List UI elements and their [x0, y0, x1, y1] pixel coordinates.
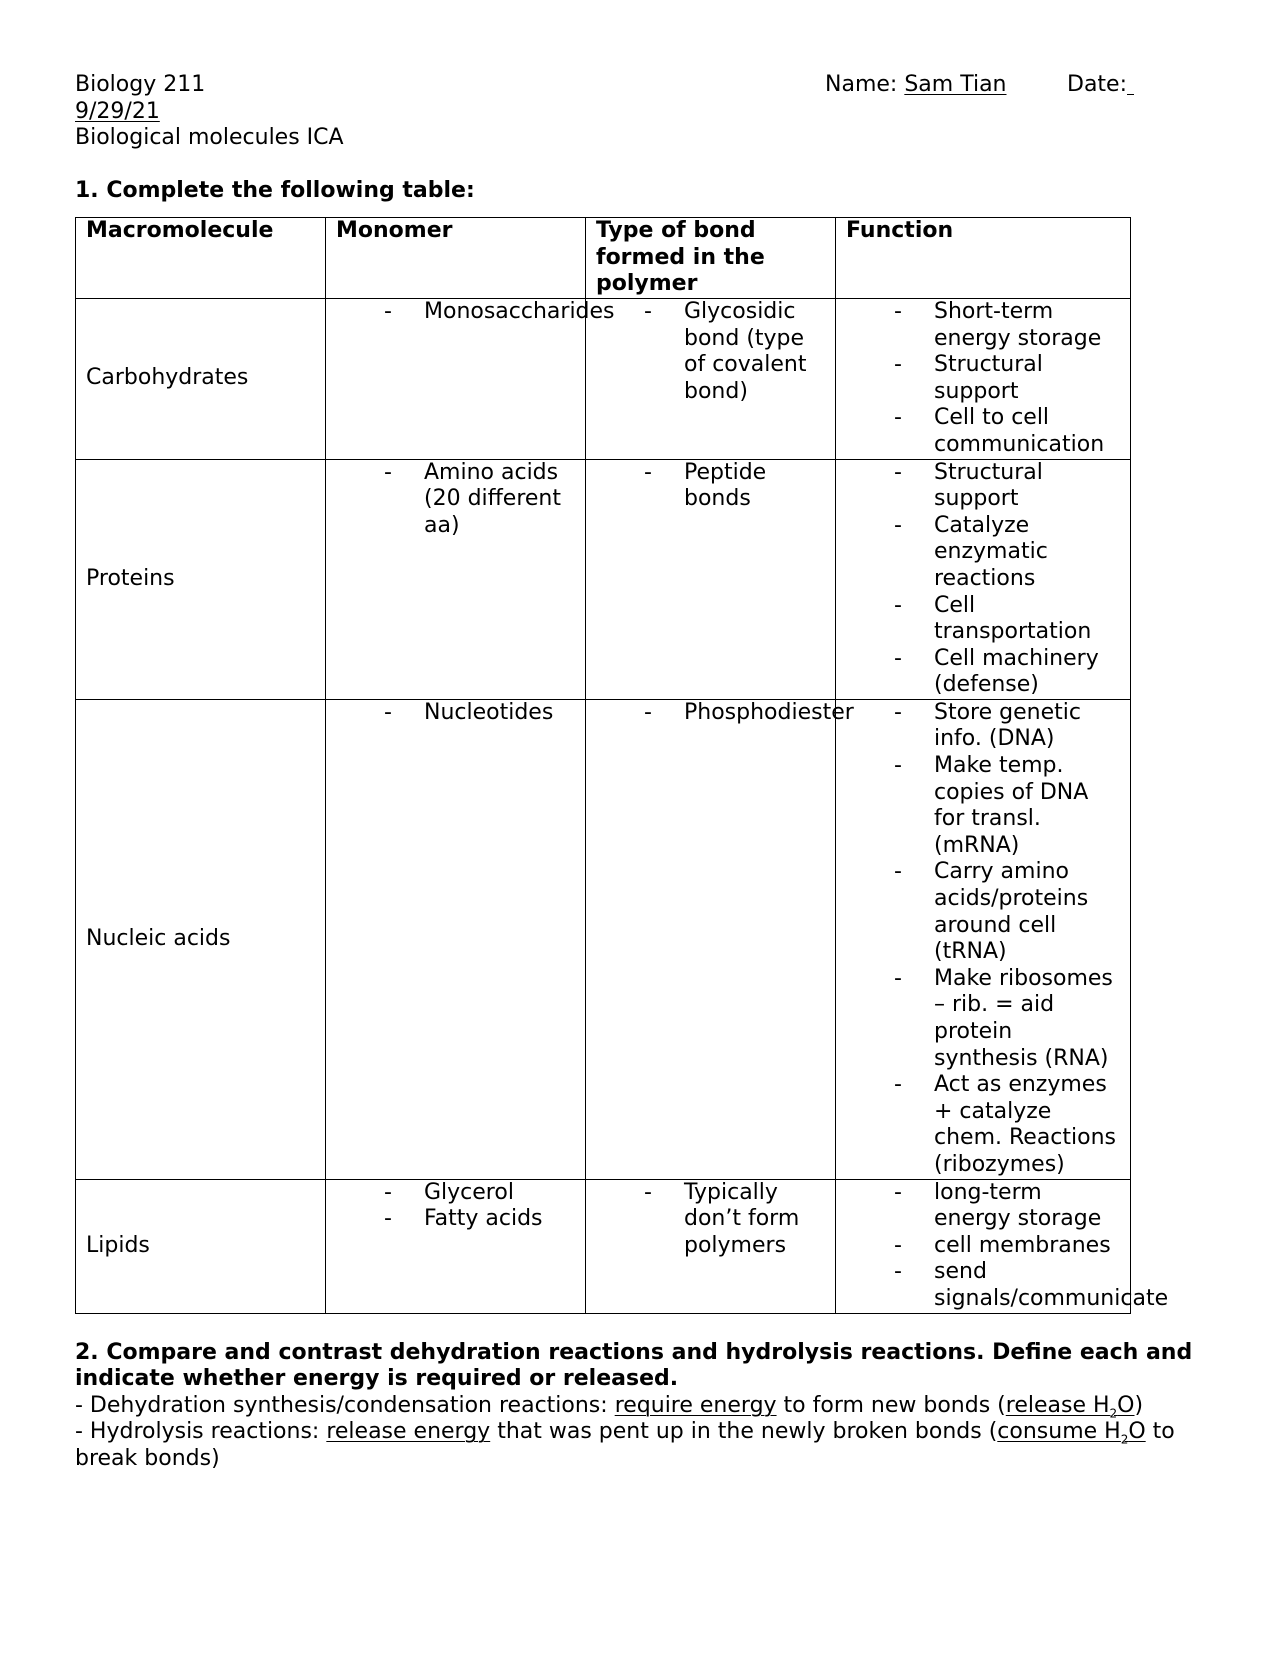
bullet-dash: -: [894, 298, 902, 324]
item-text: Structural support: [934, 352, 1043, 404]
table-row: [76, 298, 1131, 459]
bullet-dash: -: [644, 1179, 652, 1205]
table-row: [76, 1179, 1131, 1313]
list-item: [336, 1180, 577, 1207]
bullet-dash: -: [894, 1259, 902, 1285]
table-body: [76, 298, 1169, 1313]
function-cell: [836, 1179, 1169, 1313]
list-item: [336, 298, 615, 326]
monomer-cell: [326, 298, 615, 459]
course-title: Biology 211: [75, 72, 206, 97]
list-item: [596, 699, 854, 727]
bond-list: [596, 299, 827, 405]
function-cell: [836, 699, 1131, 1179]
bullet-dash: -: [644, 298, 652, 324]
item-text: Structural support: [934, 459, 1043, 512]
item-text: Peptide bonds: [684, 459, 767, 512]
item-text: Cell to cell communication: [934, 405, 1105, 457]
column-header: Macromolecule: [76, 217, 326, 298]
item-text: Phosphodiester: [684, 699, 854, 725]
bullet-dash: -: [644, 699, 652, 725]
bullet-dash: -: [384, 459, 392, 485]
item-text: cell membranes: [934, 1232, 1111, 1258]
item-text: send signals/communicate: [934, 1259, 1169, 1311]
item-text: Glycosidic bond (type of covalent bond): [684, 298, 807, 404]
list-item: [336, 700, 577, 727]
macromolecule-cell: Lipids: [76, 1179, 326, 1313]
list-item: [846, 352, 1122, 405]
monomer-list: [336, 298, 615, 326]
bullet-dash: -: [894, 753, 902, 779]
bullet-dash: -: [384, 699, 392, 725]
monomer-cell: [326, 459, 586, 699]
table-header-row: [76, 217, 1131, 298]
question-1-heading: 1. Complete the following table:: [75, 178, 475, 204]
bond-list: [596, 1180, 827, 1260]
column-header: Function: [836, 217, 1131, 298]
item-text: Make ribosomes – rib. = aid protein synthesis (RNA): [934, 965, 1113, 1071]
bullet-dash: -: [894, 1179, 902, 1205]
item-text: Cell machinery (defense): [934, 645, 1099, 698]
list-item: [846, 753, 1122, 859]
monomer-list: [336, 460, 577, 540]
list-item: [846, 966, 1122, 1072]
bullet-dash: -: [894, 352, 902, 378]
list-item: [846, 859, 1122, 965]
item-text: Short-term energy storage: [934, 298, 1102, 351]
monomer-cell: [326, 699, 586, 1179]
bullet-dash: -: [894, 699, 902, 725]
bullet-dash: -: [384, 1179, 392, 1205]
monomer-list: [336, 1180, 577, 1233]
function-cell: [836, 459, 1131, 699]
item-text: Monosaccharides: [424, 298, 615, 324]
bullet-dash: -: [894, 1072, 902, 1098]
bullet-dash: -: [384, 298, 392, 324]
list-item: [846, 1072, 1122, 1178]
dehydration-answer: - Dehydration synthesis/condensation reactions: require energy to form new bonds (release $H_2O$): [75, 1392, 1144, 1421]
list-item: [846, 593, 1122, 646]
monomer-cell: [326, 1179, 586, 1313]
function-list: [846, 1179, 1169, 1313]
bullet-dash: -: [894, 592, 902, 618]
question-2: [75, 1340, 1205, 1473]
item-text: Amino acids (20 different aa): [424, 459, 562, 538]
list-item: [596, 460, 827, 513]
date-field: [1067, 72, 1134, 99]
name-field: [825, 72, 1007, 99]
bond-cell: [586, 699, 854, 1179]
document-page: [75, 72, 1205, 1473]
column-header: Monomer: [326, 217, 586, 298]
bond-list: [596, 699, 854, 727]
list-item: [596, 1180, 827, 1260]
function-list: [846, 299, 1122, 459]
item-text: Store genetic info. (DNA): [934, 699, 1081, 752]
function-cell: [836, 298, 1131, 459]
list-item: [846, 460, 1122, 513]
function-list: [846, 700, 1122, 1179]
question-2-heading: 2. Compare and contrast dehydration reactions and hydrolysis reactions. Define each and indicate whether energy is required or released.: [75, 1339, 1193, 1392]
table-row: [76, 459, 1131, 699]
list-item: [846, 700, 1122, 753]
hydrolysis-answer: - Hydrolysis reactions: release energy that was pent up in the newly broken bonds (consume $H_2O$ to break bonds): [75, 1419, 1175, 1471]
header-line-3: [75, 125, 1205, 152]
macromolecule-table: [75, 217, 1169, 1314]
item-text: Glycerol: [424, 1179, 514, 1205]
bullet-dash: -: [894, 512, 902, 538]
item-text: Carry amino acids/proteins around cell (tRNA): [934, 859, 1089, 965]
list-item: [336, 1206, 577, 1233]
item-text: Fatty acids: [424, 1206, 543, 1232]
bullet-dash: -: [894, 405, 902, 431]
function-list: [846, 460, 1122, 699]
macromolecule-cell: Proteins: [76, 459, 326, 699]
bullet-dash: -: [644, 459, 652, 485]
list-item: [846, 513, 1122, 593]
item-text: Act as enzymes + catalyze chem. Reactions (ribozymes): [934, 1072, 1117, 1177]
assignment-subtitle: Biological molecules ICA: [75, 125, 344, 151]
bond-cell: [586, 1179, 836, 1313]
column-header: Type of bond formed in the polymer: [586, 217, 836, 298]
list-item: [846, 646, 1122, 699]
item-text: Cell transportation: [934, 592, 1092, 645]
list-item: [846, 299, 1122, 352]
bullet-dash: -: [894, 859, 902, 885]
header-line-1: [75, 72, 1205, 99]
bond-list: [596, 460, 827, 513]
bullet-dash: -: [894, 1232, 902, 1258]
name-label: Name:: [825, 72, 898, 97]
list-item: [846, 1180, 1122, 1233]
list-item: [846, 405, 1122, 458]
monomer-list: [336, 700, 577, 727]
list-item: [846, 1259, 1169, 1312]
list-item: [846, 1233, 1122, 1260]
name-value: Sam Tian: [904, 72, 1007, 97]
bullet-dash: -: [384, 1206, 392, 1232]
item-text: Typically don’t form polymers: [684, 1179, 800, 1258]
date-value: 9/29/21: [75, 98, 160, 124]
bond-cell: [586, 459, 836, 699]
macromolecule-cell: Nucleic acids: [76, 699, 326, 1179]
list-item: [336, 460, 577, 540]
list-item: [596, 299, 827, 405]
item-text: Catalyze enzymatic reactions: [934, 512, 1048, 591]
bullet-dash: -: [894, 459, 902, 485]
bullet-dash: -: [894, 645, 902, 671]
item-text: Nucleotides: [424, 699, 554, 725]
bond-cell: [586, 298, 836, 459]
date-label: Date:: [1067, 72, 1127, 97]
header-line-2: [75, 99, 1205, 126]
item-text: long-term energy storage: [934, 1179, 1102, 1232]
bullet-dash: -: [894, 965, 902, 991]
item-text: Make temp. copies of DNA for transl. (mRNA): [934, 753, 1089, 858]
macromolecule-cell: Carbohydrates: [76, 298, 326, 459]
table-row: [76, 699, 1131, 1179]
